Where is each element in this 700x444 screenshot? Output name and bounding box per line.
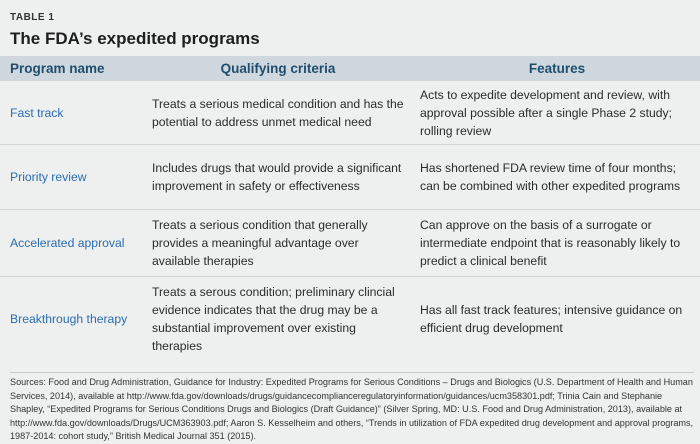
table-title: The FDA’s expedited programs bbox=[10, 29, 260, 48]
table-row bbox=[0, 81, 700, 145]
program-name-cell: Fast track bbox=[0, 81, 142, 145]
criteria-cell: Treats a serous condition; preliminary clincial evidence indicates that the drug may be a substantial improvement over existing therapies bbox=[142, 277, 414, 362]
program-name-cell: Priority review bbox=[0, 145, 142, 210]
criteria-cell: Includes drugs that would provide a significant improvement in safety or effectiveness bbox=[142, 145, 414, 210]
header-features: Features bbox=[414, 56, 700, 81]
header-row bbox=[0, 56, 700, 81]
table-label: TABLE 1 bbox=[10, 12, 55, 23]
features-cell: Acts to expedite development and review, with approval possible after a single Phase 2 study; rolling review bbox=[414, 81, 700, 145]
table-row bbox=[0, 210, 700, 277]
features-cell: Has shortened FDA review time of four months; can be combined with other expedited programs bbox=[414, 145, 700, 210]
programs-table bbox=[0, 56, 700, 361]
criteria-cell: Treats a serious condition that generally provides a meaningful advantage over available therapies bbox=[142, 210, 414, 277]
table-row bbox=[0, 277, 700, 362]
program-name-cell: Breakthrough therapy bbox=[0, 277, 142, 362]
features-cell: Can approve on the basis of a surrogate or intermediate endpoint that is reasonably likely to predict a clinical benefit bbox=[414, 210, 700, 277]
header-qualifying-criteria: Qualifying criteria bbox=[142, 56, 414, 81]
sources-note: Sources: Food and Drug Administration, Guidance for Industry: Expedited Programs for Serious Conditions – Drugs and Biologics (U.S. Department of Health and Human Services, 2014), available at http://www.fda.gov/downloads/drugs/guidancecomplianceregulatoryinformation/guidances/ucm358301.pdf; Trinia Cain and Stephanie Shapley, “Expedited Programs for Serious Conditions Drugs and Biologics (Draft Guidance)” (Silver Spring, MD: U.S. Food and Drug Administration, 2013), available at http://www.fda.gov/downloads/Drugs/UCM363903.pdf; Aaron S. Kesselheim and others, “Trends in utilization of FDA expedited drug development and approval programs, 1987-2014: cohort study,” British Medical Journal 351 (2015). bbox=[10, 372, 694, 444]
program-name-cell: Accelerated approval bbox=[0, 210, 142, 277]
criteria-cell: Treats a serious medical condition and has the potential to address unmet medical need bbox=[142, 81, 414, 145]
features-cell: Has all fast track features; intensive guidance on efficient drug development bbox=[414, 277, 700, 362]
header-program-name: Program name bbox=[0, 56, 142, 81]
table-row bbox=[0, 145, 700, 210]
